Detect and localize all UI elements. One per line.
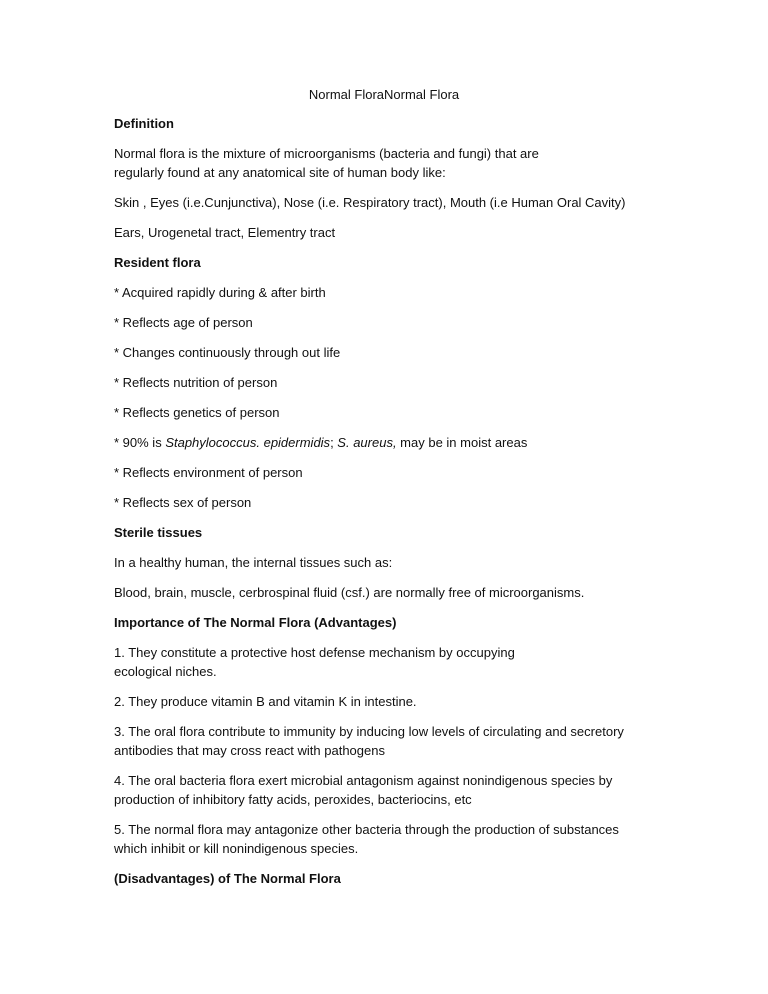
staph-species-aureus: S. aureus, xyxy=(337,435,397,450)
resident-item: * Reflects nutrition of person xyxy=(114,375,278,390)
staph-species-epidermidis: Staphylococcus. epidermidis xyxy=(165,435,331,450)
sites-line-2: Ears, Urogenetal tract, Elementry tract xyxy=(114,225,336,240)
advantage-3-line-2: antibodies that may cross react with pathogens xyxy=(114,743,385,758)
resident-item: * Reflects genetics of person xyxy=(114,405,280,420)
disadvantages-heading: (Disadvantages) of The Normal Flora xyxy=(114,871,341,886)
advantage-5-line-1: 5. The normal flora may antagonize other bacteria through the production of substances xyxy=(114,822,619,837)
definition-line-1: Normal flora is the mixture of microorganisms (bacteria and fungi) that are xyxy=(114,146,539,161)
resident-item: * Reflects age of person xyxy=(114,315,253,330)
advantage-4-line-1: 4. The oral bacteria flora exert microbial antagonism against nonindigenous species by xyxy=(114,773,613,788)
resident-item-staphylococcus xyxy=(114,433,527,452)
resident-item: * Acquired rapidly during & after birth xyxy=(114,285,326,300)
staph-prefix: * 90% is xyxy=(114,435,166,450)
resident-item: * Changes continuously through out life xyxy=(114,345,341,360)
advantage-2: 2. They produce vitamin B and vitamin K in intestine. xyxy=(114,694,417,709)
sterile-tissues-heading: Sterile tissues xyxy=(114,525,203,540)
sterile-line-1: In a healthy human, the internal tissues such as: xyxy=(114,555,393,570)
page-title: Normal FloraNormal Flora xyxy=(308,87,460,102)
advantage-5-line-2: which inhibit or kill nonindigenous species. xyxy=(114,841,359,856)
advantage-1-line-1: 1. They constitute a protective host defense mechanism by occupying xyxy=(114,645,515,660)
sterile-line-2: Blood, brain, muscle, cerbrospinal fluid (csf.) are normally free of microorganisms. xyxy=(114,585,585,600)
definition-line-2: regularly found at any anatomical site of human body like: xyxy=(114,165,446,180)
sites-line-1: Skin , Eyes (i.e.Cunjunctiva), Nose (i.e. Respiratory tract), Mouth (i.e Human Oral Cavity) xyxy=(114,195,626,210)
definition-heading: Definition xyxy=(114,116,174,131)
advantage-1-line-2: ecological niches. xyxy=(114,664,217,679)
staph-suffix: may be in moist areas xyxy=(396,435,528,450)
advantages-heading: Importance of The Normal Flora (Advantages) xyxy=(114,615,397,630)
resident-item: * Reflects environment of person xyxy=(114,465,303,480)
advantage-3-line-1: 3. The oral flora contribute to immunity by inducing low levels of circulating and secretory xyxy=(114,724,624,739)
resident-flora-heading: Resident flora xyxy=(114,255,201,270)
resident-item: * Reflects sex of person xyxy=(114,495,252,510)
advantage-4-line-2: production of inhibitory fatty acids, peroxides, bacteriocins, etc xyxy=(114,792,472,807)
staph-separator: ; xyxy=(330,435,338,450)
